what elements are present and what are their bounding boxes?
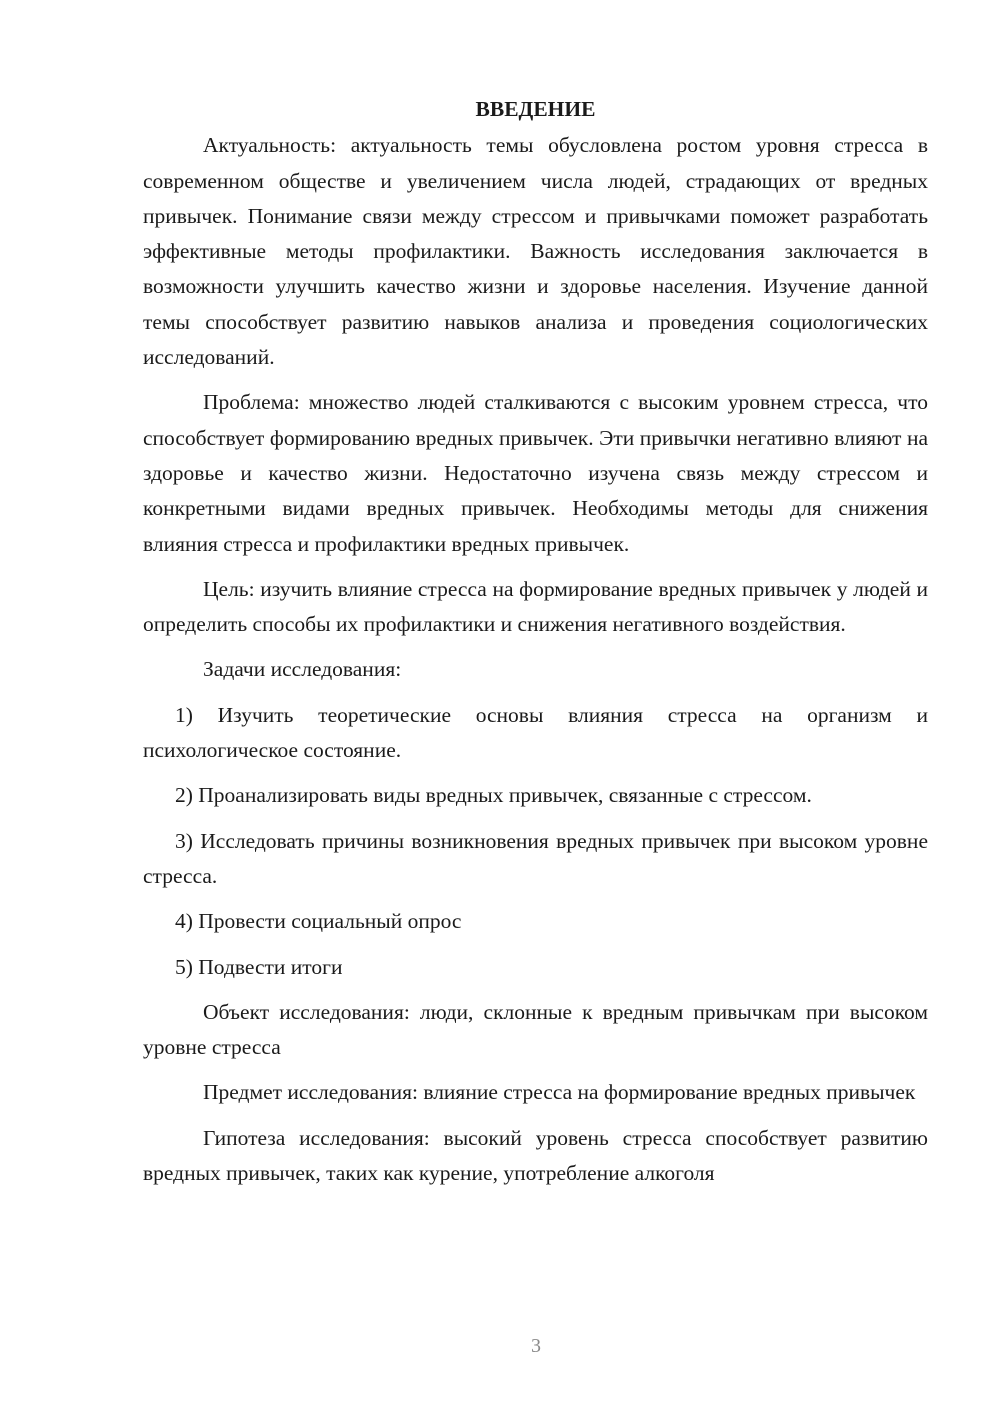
paragraph-subject: Предмет исследования: влияние стресса на формирование вредных привычек [203,1080,916,1105]
list-item: 3) Исследовать причины возникновения вредных привычек при высоком уровне стресса. [143,828,928,888]
paragraph-problem: Проблема: множество людей сталкиваются с высоким уровнем стресса, что способствует формированию вредных привычек. Эти привычки негативно влияют на здоровье и качество жизни. Недостаточно изучена связь между стрессом и конкретными видами вредных привычек. Необходимы методы для снижения влияния стресса и профилактики вредных привычек. [143,390,928,556]
page-number: 3 [531,1335,541,1357]
list-item: 4) Провести социальный опрос [175,909,462,934]
page-content [143,92,928,1201]
list-item: 5) Подвести итоги [175,954,343,979]
list-item: 1) Изучить теоретические основы влияния стресса на организм и психологическое состояние. [143,702,928,763]
paragraph-object: Объект исследования: люди, склонные к вредным привычкам при высоком уровне стресса [143,999,928,1060]
paragraph-hypothesis: Гипотеза исследования: высокий уровень стресса способствует развитию вредных привычек, таких как курение, употребление алкоголя [143,1125,928,1186]
paragraph-goal: Цель: изучить влияние стресса на формирование вредных привычек у людей и определить способы их профилактики и снижения негативного воздействия. [143,576,928,637]
tasks-list [143,698,928,985]
page-title: ВВЕДЕНИЕ [475,97,596,121]
tasks-heading: Задачи исследования: [203,657,402,682]
paragraph-relevance: Актуальность: актуальность темы обусловлена ростом уровня стресса в современном обществе и увеличением числа людей, страдающих от вредных привычек. Понимание связи между стрессом и привычками поможет разработать эффективные методы профилактики. Важность исследования заключается в возможности улучшить качество жизни и здоровье населения. Изучение данной темы способствует развитию навыков анализа и проведения социологических исследований. [143,133,928,370]
list-item: 2) Проанализировать виды вредных привычек, связанные с стрессом. [175,783,812,808]
